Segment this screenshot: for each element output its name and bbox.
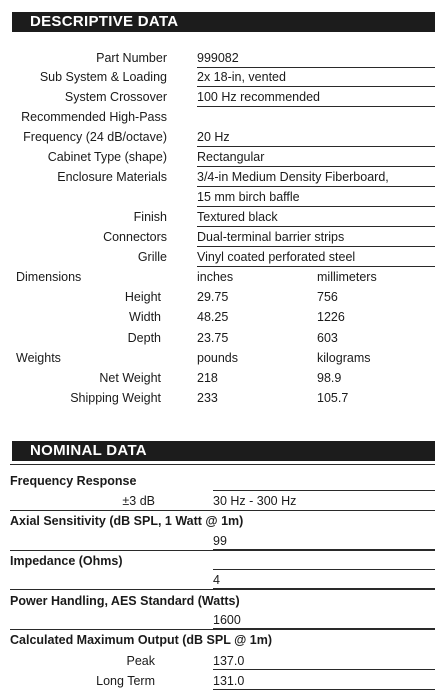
net-weight-label: Net Weight xyxy=(99,371,161,385)
cabinet-row xyxy=(0,147,447,167)
grille-row xyxy=(0,247,447,267)
depth-label: Depth xyxy=(127,331,161,345)
materials-row xyxy=(0,167,447,187)
peak-value: 137.0 xyxy=(213,651,435,670)
subsystem-label: Sub System & Loading xyxy=(39,70,167,84)
net-weight-row xyxy=(0,368,447,388)
axial-sensitivity-value: 99 xyxy=(213,531,435,550)
materials-value-1: 3/4-in Medium Density Fiberboard, xyxy=(197,167,435,187)
nominal-data-header: NOMINAL DATA xyxy=(12,441,435,461)
long-term-value: 131.0 xyxy=(213,671,435,690)
height-label: Height xyxy=(124,290,161,304)
shipping-weight-row xyxy=(0,388,447,408)
max-output-label: Calculated Maximum Output (dB SPL @ 1m) xyxy=(10,633,272,647)
net-weight-lb: 218 xyxy=(197,371,218,385)
dimensions-label: Dimensions xyxy=(16,270,82,284)
depth-inches: 23.75 xyxy=(197,331,229,345)
connectors-label: Connectors xyxy=(103,230,167,244)
frequency-response-label: Frequency Response xyxy=(10,474,137,488)
shipping-weight-lb: 233 xyxy=(197,391,218,405)
highpass-label-1: Recommended High-Pass xyxy=(21,110,167,124)
highpass-label-2: Frequency (24 dB/octave) xyxy=(23,130,167,144)
height-row xyxy=(0,287,447,307)
long-term-label: Long Term xyxy=(96,674,155,688)
nominal-divider xyxy=(10,464,435,465)
subsystem-value: 2x 18-in, vented xyxy=(197,67,435,87)
dim-unit-inches: inches xyxy=(197,270,234,284)
shipping-weight-label: Shipping Weight xyxy=(70,391,161,405)
cabinet-value: Rectangular xyxy=(197,147,435,167)
connectors-row xyxy=(0,227,447,247)
cabinet-label: Cabinet Type (shape) xyxy=(47,150,167,164)
descriptive-data-header: DESCRIPTIVE DATA xyxy=(12,12,435,32)
crossover-label: System Crossover xyxy=(64,90,167,104)
net-weight-kg: 98.9 xyxy=(317,371,342,385)
power-handling-value: 1600 xyxy=(213,610,435,629)
frequency-response-value: 30 Hz - 300 Hz xyxy=(213,494,297,508)
impedance-value: 4 xyxy=(213,570,435,589)
impedance-label: Impedance (Ohms) xyxy=(10,554,123,568)
depth-row xyxy=(0,328,447,348)
frequency-tolerance-label: ±3 dB xyxy=(122,494,155,508)
weights-label: Weights xyxy=(16,351,61,365)
width-label: Width xyxy=(129,310,161,324)
grille-value: Vinyl coated perforated steel xyxy=(197,247,435,267)
dimensions-row xyxy=(0,267,447,287)
depth-mm: 603 xyxy=(317,331,338,345)
part-number-row xyxy=(0,48,447,68)
width-inches: 48.25 xyxy=(197,310,229,324)
dim-unit-mm: millimeters xyxy=(317,270,377,284)
grille-label: Grille xyxy=(137,250,167,264)
crossover-value: 100 Hz recommended xyxy=(197,87,435,107)
weight-unit-pounds: pounds xyxy=(197,351,239,365)
weight-unit-kg: kilograms xyxy=(317,351,371,365)
height-mm: 756 xyxy=(317,290,338,304)
materials-label: Enclosure Materials xyxy=(57,170,167,184)
part-number-label: Part Number xyxy=(96,51,167,65)
weights-row xyxy=(0,348,447,368)
width-row xyxy=(0,307,447,327)
shipping-weight-kg: 105.7 xyxy=(317,391,349,405)
subsystem-row xyxy=(0,67,447,87)
materials-value-2: 15 mm birch baffle xyxy=(197,187,435,207)
width-mm: 1226 xyxy=(317,310,345,324)
highpass-value: 20 Hz xyxy=(197,127,435,147)
finish-label: Finish xyxy=(133,210,167,224)
finish-value: Textured black xyxy=(197,207,435,227)
axial-sensitivity-label: Axial Sensitivity (dB SPL, 1 Watt @ 1m) xyxy=(10,514,244,528)
power-handling-label: Power Handling, AES Standard (Watts) xyxy=(10,594,240,608)
crossover-row xyxy=(0,87,447,107)
highpass-label-row xyxy=(0,107,447,127)
part-number-value: 999082 xyxy=(197,48,435,68)
connectors-value: Dual-terminal barrier strips xyxy=(197,227,435,247)
height-inches: 29.75 xyxy=(197,290,229,304)
materials-row-2 xyxy=(0,187,447,207)
peak-label: Peak xyxy=(126,654,155,668)
finish-row xyxy=(0,207,447,227)
highpass-row xyxy=(0,127,447,147)
